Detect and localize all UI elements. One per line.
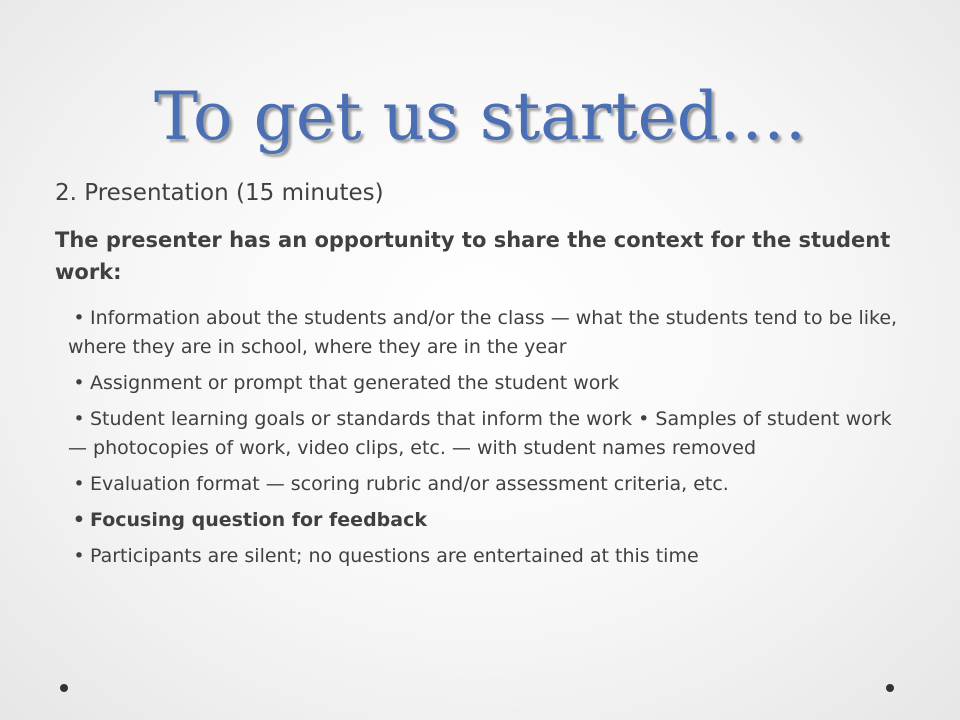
bullet-text: Participants are silent; no questions are entertained at this time: [90, 545, 699, 567]
slide-subtitle: 2. Presentation (15 minutes): [55, 180, 384, 206]
bullet-text: Evaluation format — scoring rubric and/or assessment criteria, etc.: [90, 473, 729, 495]
corner-dot-left-icon: [60, 684, 68, 692]
bullet-icon: •: [73, 307, 85, 329]
bullet-item: [68, 470, 908, 499]
corner-dot-right-icon: [886, 684, 894, 692]
bullet-text: Assignment or prompt that generated the student work: [90, 372, 620, 394]
bullet-item: [68, 304, 908, 362]
bullet-text: Student learning goals or standards that inform the work • Samples of student work — photocopies of work, video clips, etc. — with student names removed: [68, 408, 892, 459]
bullet-item: [68, 369, 908, 398]
bullet-text: Focusing question for feedback: [90, 509, 427, 531]
bullet-list: [68, 304, 908, 578]
bullet-icon: •: [73, 545, 85, 567]
bullet-icon: •: [73, 473, 85, 495]
bullet-item: [68, 542, 908, 571]
bullet-item-focusing-question: [68, 506, 908, 535]
bullet-item: [68, 405, 908, 463]
bullet-icon: •: [72, 509, 86, 531]
slide-title: To get us started….: [154, 78, 806, 155]
lead-text: The presenter has an opportunity to share the context for the student work:: [55, 228, 891, 284]
bullet-text: Information about the students and/or the class — what the students tend to be like, where they are in school, where they are in the year: [68, 307, 898, 358]
bullet-icon: •: [73, 408, 85, 430]
bullet-icon: •: [73, 372, 85, 394]
